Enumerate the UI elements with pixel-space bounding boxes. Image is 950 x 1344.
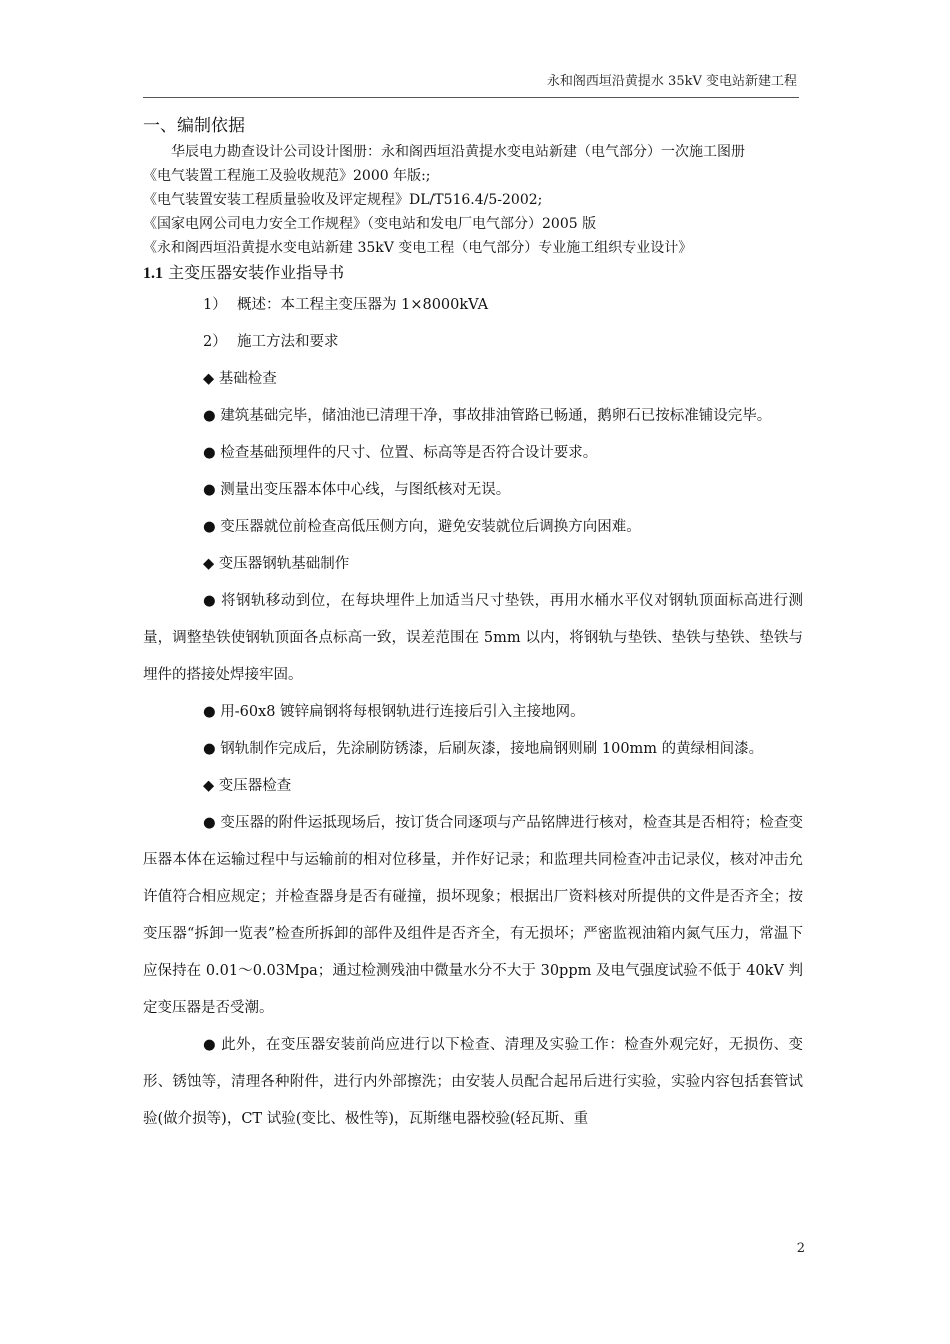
bullet-paragraph: ● 用-60x8 镀锌扁钢将每根钢轨进行连接后引入主接地网。 [203,704,585,720]
subsection-heading [143,260,803,287]
bullet-paragraph: ● 变压器的附件运抵现场后，按订货合同逐项与产品铭牌进行核对，检查其是否相符；检查变压器本体在运输过程中与运输前的相对位移量，并作好记录；和监理共同检查冲击记录仪，核对冲击允许值符合相应规定；并检查器身是否有碰撞，损坏现象；根据出厂资料核对所提供的文件是否齐全；按变压器“拆卸一览表”检查所拆卸的部件及组件是否齐全，有无损坏；严密监视油箱内氮气压力，常温下应保持在 0.01～0.03Mpa；通过检测残油中微量水分不大于 30ppm 及电气强度试验不低于 40kV 判定变压器是否受潮。 [143,815,803,1016]
page-body [143,112,803,1138]
running-header: 永和阁西垣沿黄提水 35kV 变电站新建工程 [546,74,797,89]
bullet-paragraph: ● 建筑基础完毕，储油池已清理干净，事故排油管路已畅通，鹅卵石已按标准铺设完毕。 [203,408,772,424]
section-heading: 一、编制依据 [143,116,245,136]
subsection-title: 主变压器安装作业指导书 [168,263,345,282]
group-heading-foundation: ◆ 基础检查 [203,371,277,387]
bullet-paragraph: ● 将钢轨移动到位，在每块埋件上加适当尺寸垫铁，再用水桶水平仪对钢轨顶面标高进行测量，调整垫铁使钢轨顶面各点标高一致，误差范围在 5mm 以内，将钢轨与垫铁、垫铁与垫铁、垫铁与埋件的搭接处焊接牢固。 [143,593,803,683]
reference-item: 《永和阁西垣沿黄提水变电站新建 35kV 变电工程（电气部分）专业施工组织专业设计》 [143,240,693,256]
numbered-item [143,324,803,361]
bullet-paragraph: ● 钢轨制作完成后，先涂刷防锈漆，后刷灰漆，接地扁钢则刷 100mm 的黄绿相间漆。 [203,741,764,757]
numbered-item [143,287,803,324]
reference-item: 《电气装置工程施工及验收规范》2000 年版:; [143,168,431,184]
group-heading-rail: ◆ 变压器钢轨基础制作 [203,556,350,572]
item-text: 施工方法和要求 [237,334,339,350]
bullet-paragraph: ● 此外，在变压器安装前尚应进行以下检查、清理及实验工作：检查外观完好，无损伤、变形、锈蚀等，清理各种附件，进行内外部擦洗；由安装人员配合起吊后进行实验，实验内容包括套管试验(做介损等)，CT 试验(变比、极性等)，瓦斯继电器校验(轻瓦斯、重 [143,1037,803,1127]
subsection-number: 1.1 [143,265,163,282]
bullet-paragraph: ● 变压器就位前检查高低压侧方向，避免安装就位后调换方向困难。 [203,519,641,535]
bullet-paragraph: ● 测量出变压器本体中心线，与图纸核对无误。 [203,482,511,498]
group-heading-inspection: ◆ 变压器检查 [203,778,292,794]
page-number: 2 [796,1241,805,1256]
item-marker: 2） [203,334,227,350]
reference-item: 华辰电力勘查设计公司设计图册：永和阁西垣沿黄提水变电站新建（电气部分）一次施工图册 [171,144,745,160]
bullet-paragraph: ● 检查基础预埋件的尺寸、位置、标高等是否符合设计要求。 [203,445,598,461]
header-divider [143,97,799,98]
item-marker: 1） [203,297,227,313]
item-text: 概述：本工程主变压器为 1×8000kVA [237,297,489,313]
reference-item: 《国家电网公司电力安全工作规程》（变电站和发电厂电气部分）2005 版 [143,216,597,232]
reference-item: 《电气装置安装工程质量验收及评定规程》DL/T516.4/5-2002; [143,192,543,208]
